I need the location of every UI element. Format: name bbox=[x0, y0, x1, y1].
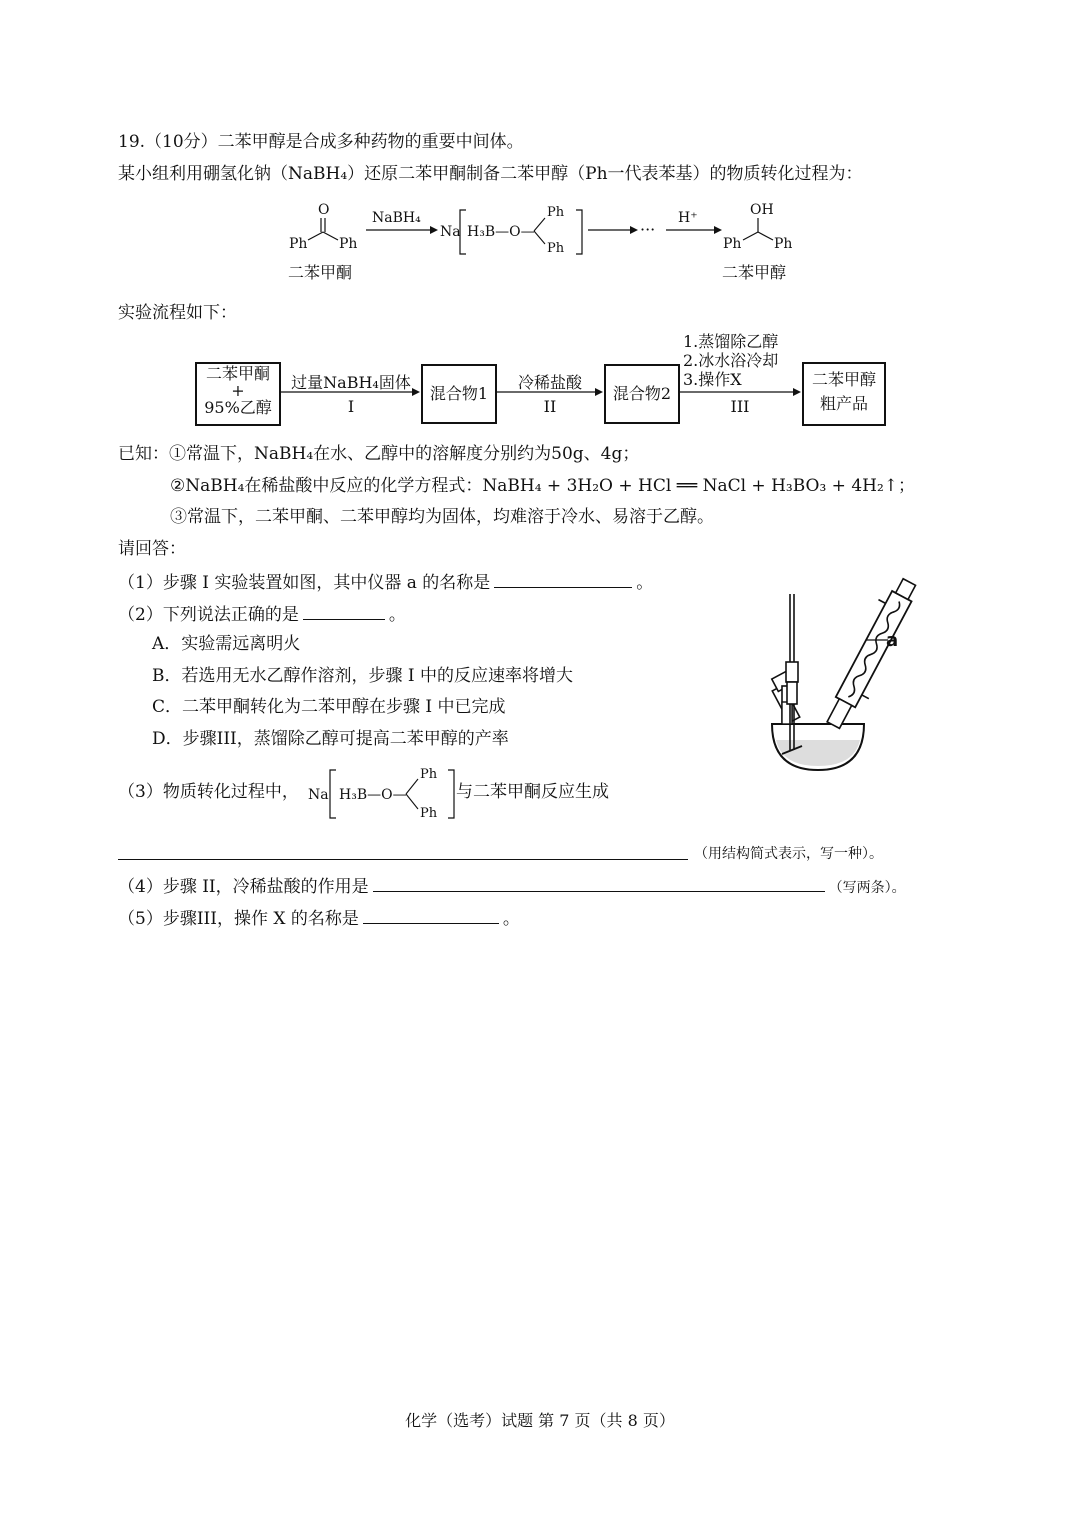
flow-end-line2: 粗产品 bbox=[819, 394, 868, 413]
alcohol-oh: OH bbox=[750, 202, 774, 218]
reagent-nabh4: NaBH₄ bbox=[372, 210, 421, 226]
ketone-name: 二苯甲酮 bbox=[288, 263, 353, 282]
page-footer: 化学（选考）试题 第 7 页（共 8 页） bbox=[405, 1411, 675, 1430]
known-2: ②NaBH₄在稀盐酸中反应的化学方程式：NaBH₄ + 3H₂O + HCl ══ NaCl + H₃BO₃ + 4H₂↑； bbox=[170, 476, 916, 496]
option-c: C．二苯甲酮转化为二苯甲醇在步骤 I 中已完成 bbox=[152, 697, 506, 717]
q3-intermediate-structure bbox=[306, 764, 456, 822]
alcohol-ph-left: Ph bbox=[723, 236, 742, 252]
option-a: A．实验需远离明火 bbox=[152, 634, 301, 654]
flow-start-line1: 二苯甲酮 bbox=[205, 364, 270, 383]
intermediate-na: Na bbox=[440, 224, 461, 240]
q3-prefix: （3）物质转化过程中， bbox=[118, 782, 299, 802]
flow-start-line2: + bbox=[231, 381, 245, 400]
q3-note: （用结构简式表示，写一种）。 bbox=[694, 846, 883, 862]
q3-na: Na bbox=[308, 787, 329, 803]
q4 bbox=[118, 873, 906, 899]
flow-intro: 实验流程如下： bbox=[118, 303, 237, 323]
flow-arrows bbox=[0, 0, 1080, 450]
ketone-o: O bbox=[318, 202, 330, 218]
q4-answer-blank[interactable] bbox=[373, 873, 825, 892]
q3-answer-blank[interactable] bbox=[118, 859, 688, 860]
q3-h3b: H₃B—O— bbox=[339, 787, 407, 803]
intermediate-h3b: H₃B—O— bbox=[467, 224, 535, 240]
q1-end: 。 bbox=[636, 573, 654, 593]
flow-mix1-label: 混合物1 bbox=[429, 384, 489, 403]
intermediate-ph-top: Ph bbox=[547, 205, 565, 220]
ketone-ph-left: Ph bbox=[289, 236, 308, 252]
answer-prompt: 请回答： bbox=[118, 539, 186, 559]
q2-text: （2）下列说法正确的是 bbox=[118, 605, 299, 625]
reagent-h: H⁺ bbox=[678, 210, 698, 226]
q1-text: （1）步骤 I 实验装置如图，其中仪器 a 的名称是 bbox=[118, 573, 491, 593]
flow-step3-op3: 3.操作X bbox=[683, 370, 742, 389]
known-3: ③常温下，二苯甲酮、二苯甲醇均为固体，均难溶于冷水、易溶于乙醇。 bbox=[170, 507, 714, 527]
flow-end-line1: 二苯甲醇 bbox=[811, 370, 876, 389]
q5-answer-blank[interactable] bbox=[363, 905, 499, 924]
q1-answer-blank[interactable] bbox=[494, 569, 632, 588]
known-1: 已知：①常温下，NaBH₄在水、乙醇中的溶解度分别约为50g、4g； bbox=[118, 444, 640, 464]
flow-step2-num: II bbox=[543, 397, 557, 416]
flow-step1-num: I bbox=[347, 397, 355, 416]
alcohol-ph-right: Ph bbox=[774, 236, 793, 252]
ketone-ph-right: Ph bbox=[339, 236, 358, 252]
q3-suffix: 与二苯甲酮反应生成 bbox=[456, 782, 609, 802]
q1 bbox=[118, 569, 653, 594]
option-d: D．步骤III，蒸馏除乙醇可提高二苯甲醇的产率 bbox=[152, 729, 509, 749]
flow-start-line3: 95%乙醇 bbox=[204, 398, 272, 417]
q4-note: （写两条）。 bbox=[828, 880, 906, 896]
q2-end: 。 bbox=[388, 605, 406, 625]
q2-answer-blank[interactable] bbox=[303, 601, 385, 620]
reaction-dots: ··· bbox=[640, 220, 656, 239]
q2 bbox=[118, 601, 406, 626]
flow-step2-label: 冷稀盐酸 bbox=[517, 373, 582, 392]
q5-end: 。 bbox=[502, 909, 520, 929]
intermediate-ph-bottom: Ph bbox=[547, 241, 565, 256]
q3-ph-top: Ph bbox=[420, 767, 438, 782]
flow-step1-label: 过量NaBH₄固体 bbox=[291, 373, 411, 392]
flow-step3-op1: 1.蒸馏除乙醇 bbox=[683, 332, 779, 351]
apparatus-label-a: a bbox=[886, 630, 899, 651]
q4-text: （4）步骤 II，冷稀盐酸的作用是 bbox=[118, 877, 369, 897]
option-b: B．若选用无水乙醇作溶剂，步骤 I 中的反应速率将增大 bbox=[152, 666, 574, 686]
apparatus-diagram bbox=[738, 574, 918, 778]
flow-step3-num: III bbox=[730, 397, 750, 416]
q5 bbox=[118, 905, 520, 930]
question-header: 19.（10分）二苯甲醇是合成多种药物的重要中间体。 bbox=[118, 132, 524, 152]
flow-step3-op2: 2.冰水浴冷却 bbox=[683, 351, 779, 370]
question-intro: 某小组利用硼氢化钠（NaBH₄）还原二苯甲酮制备二苯甲醇（Ph一代表苯基）的物质转化过程为： bbox=[118, 164, 863, 184]
q5-text: （5）步骤III，操作 X 的名称是 bbox=[118, 909, 359, 929]
alcohol-name: 二苯甲醇 bbox=[722, 263, 787, 282]
flow-mix2-label: 混合物2 bbox=[612, 384, 672, 403]
q3-ph-bottom: Ph bbox=[420, 806, 438, 821]
